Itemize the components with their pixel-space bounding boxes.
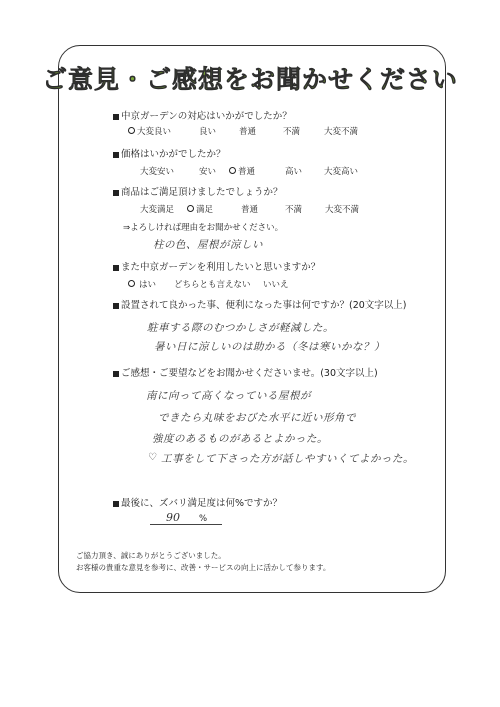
footer-thanks: ご協力頂き、誠にありがとうございました。 xyxy=(76,551,226,560)
q1-option-very-unsatisfied[interactable]: 大変不満 xyxy=(324,127,359,137)
q2-option-very-cheap[interactable]: 大変安い xyxy=(140,167,175,177)
q1-option-good[interactable]: 良い xyxy=(199,127,217,137)
heart-doodle-icon: ♡ xyxy=(148,452,157,463)
q4-option-yes[interactable]: はい xyxy=(139,280,157,290)
bullet-square-icon xyxy=(113,114,119,120)
q3-option-satisfied[interactable]: 満足 xyxy=(196,205,214,215)
bullet-square-icon xyxy=(113,190,119,196)
selected-circle-mark xyxy=(128,280,135,287)
bullet-square-icon xyxy=(113,303,119,309)
bullet-square-icon xyxy=(113,371,119,377)
question-price: 価格はいかがでしたか？ xyxy=(113,146,226,160)
question-staff-response: 中京ガーデンの対応はいかがでしたか？ xyxy=(113,108,292,122)
handwritten-comment-line: できたら丸味をおびた水平に近い形角で xyxy=(158,412,356,424)
handwritten-comment-line: 強度のあるものがあるとよかった。 xyxy=(152,433,328,445)
q2-option-average[interactable]: 普通 xyxy=(238,167,256,177)
q4-option-no[interactable]: いいえ xyxy=(263,280,289,290)
q3-option-average[interactable]: 普通 xyxy=(241,205,259,215)
q1-option-average[interactable]: 普通 xyxy=(239,127,257,137)
reason-prompt: ⇒よろしければ理由をお聞かせください。 xyxy=(123,223,284,233)
q3-option-very-unsatisfied[interactable]: 大変不満 xyxy=(325,205,360,215)
percent-unit: % xyxy=(199,514,208,524)
handwritten-benefit-line: 駐車する際のむつかしさが軽減した。 xyxy=(147,322,334,334)
handwritten-percent-value: 90 xyxy=(166,511,180,524)
selected-circle-mark xyxy=(229,167,236,174)
question-benefits: 設置されて良かった事、便利になった事は何ですか？(20文字以上) xyxy=(113,297,407,311)
selected-circle-mark xyxy=(128,127,135,134)
footer-note: お客様の貴重な意見を参考に、改善・サービスの向上に活かして参ります。 xyxy=(76,563,331,572)
answer-underline xyxy=(150,524,222,525)
question-comments: ご感想・ご要望などをお聞かせくださいませ。(30文字以上) xyxy=(113,365,378,379)
q1-option-very-good[interactable]: 大変良い xyxy=(137,127,172,137)
handwritten-reason: 柱の色、屋根が涼しい xyxy=(153,239,263,251)
q3-option-unsatisfied[interactable]: 不満 xyxy=(285,205,303,215)
handwritten-benefit-line: 暑い日に涼しいのは助かる（冬は寒いかな？） xyxy=(154,341,385,353)
q1-option-unsatisfied[interactable]: 不満 xyxy=(283,127,301,137)
handwritten-comment-line: 工事をして下さった方が話しやすいくてよかった。 xyxy=(161,453,414,465)
survey-title: ご意見・ご感想をお聞かせください xyxy=(41,65,458,94)
bullet-square-icon xyxy=(113,501,119,507)
selected-circle-mark xyxy=(187,205,194,212)
question-satisfaction-percent: 最後に、ズバリ満足度は何%ですか？ xyxy=(113,495,282,509)
handwritten-comment-line: 南に向って高くなっている屋根が xyxy=(146,390,311,402)
question-reuse: また中京ガーデンを利用したいと思いますか？ xyxy=(113,259,320,273)
q3-option-very-satisfied[interactable]: 大変満足 xyxy=(140,205,175,215)
question-product-satisfaction: 商品はご満足頂けましたでしょうか？ xyxy=(113,184,283,198)
q2-option-expensive[interactable]: 高い xyxy=(285,167,303,177)
q4-option-neither[interactable]: どちらとも言えない xyxy=(174,280,251,290)
q2-option-very-expensive[interactable]: 大変高い xyxy=(324,167,359,177)
bullet-square-icon xyxy=(113,265,119,271)
bullet-square-icon xyxy=(113,152,119,158)
q2-option-cheap[interactable]: 安い xyxy=(199,167,217,177)
